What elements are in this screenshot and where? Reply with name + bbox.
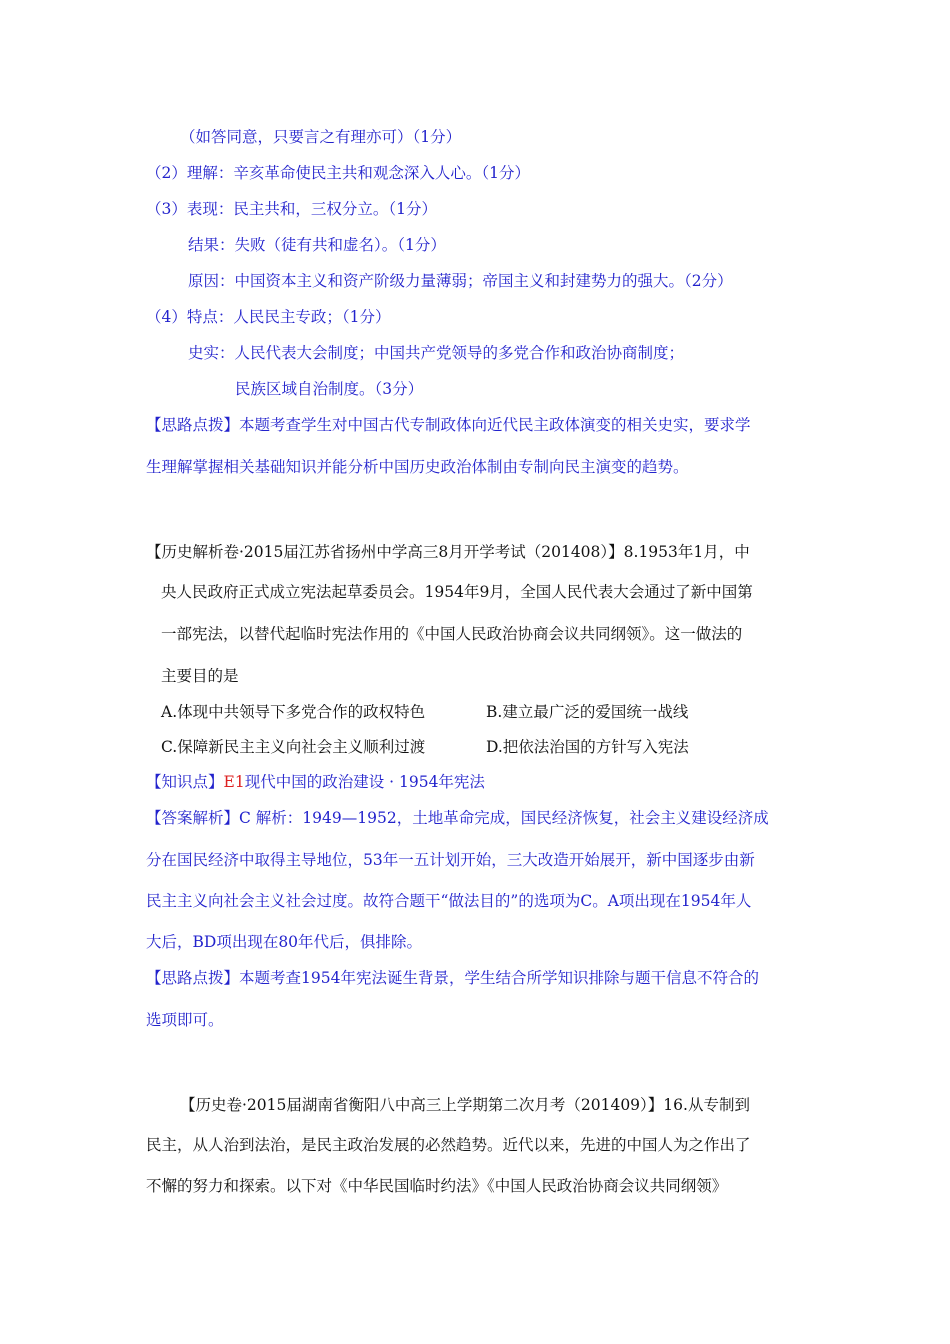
knowledge-tag: 【知识点】	[146, 773, 224, 791]
answer-line: （如答同意，只要言之有理亦可）（1分）	[180, 128, 462, 146]
thinking-text: 本题考查学生对中国古代专制政体向近代民主政体演变的相关史实，要求学	[239, 416, 751, 434]
thinking-paragraph	[146, 968, 759, 988]
question-stem-line: 不懈的努力和探索。以下对《中华民国临时约法》《中国人民政治协商会议共同纲领》	[146, 1177, 728, 1195]
answer-text: 分在国民经济中取得主导地位，53年一五计划开始，三大改造开始展开，新中国逐步由新	[146, 851, 755, 869]
thinking-text: 选项即可。	[146, 1011, 224, 1029]
knowledge-text: 现代中国的政治建设 · 1954年宪法	[244, 773, 485, 791]
answer-line: 民族区域自治制度。（3分）	[235, 380, 424, 398]
question-stem-line: 一部宪法，以替代起临时宪法作用的《中国人民政治协商会议共同纲领》。这一做法的	[161, 625, 743, 643]
knowledge-point	[146, 772, 485, 792]
question-stem-line: 【历史卷·2015届湖南省衡阳八中高三上学期第二次月考（201409）】16.从专制到	[180, 1096, 750, 1114]
answer-line: （3）表现：民主共和，三权分立。（1分）	[146, 200, 437, 218]
thinking-paragraph	[146, 415, 751, 435]
question-stem-line: 民主，从人治到法治，是民主政治发展的必然趋势。近代以来，先进的中国人为之作出了	[146, 1136, 751, 1154]
answer-tag: 【答案解析】	[146, 809, 240, 827]
question-stem-line: 主要目的是	[161, 667, 239, 685]
question-stem-line: 央人民政府正式成立宪法起草委员会。1954年9月，全国人民代表大会通过了新中国第	[161, 583, 753, 601]
answer-line: 原因：中国资本主义和资产阶级力量薄弱；帝国主义和封建势力的强大。（2分）	[188, 272, 733, 290]
thinking-tag: 【思路点拨】	[146, 416, 240, 434]
answer-line: 史实：人民代表大会制度；中国共产党领导的多党合作和政治协商制度；	[188, 344, 685, 362]
option-b: B.建立最广泛的爱国统一战线	[486, 703, 689, 721]
thinking-tag: 【思路点拨】	[146, 969, 240, 987]
answer-text: C 解析：1949—1952，土地革命完成，国民经济恢复，社会主义建设经济成	[239, 809, 769, 827]
answer-line: （2）理解：辛亥革命使民主共和观念深入人心。（1分）	[146, 164, 530, 182]
knowledge-code: E1	[223, 773, 245, 791]
thinking-text: 生理解掌握相关基础知识并能分析中国历史政治体制由专制向民主演变的趋势。	[146, 458, 689, 476]
option-a: A.体现中共领导下多党合作的政权特色	[161, 703, 426, 721]
answer-line: （4）特点：人民民主专政；（1分）	[146, 308, 391, 326]
question-stem-line: 【历史解析卷·2015届江苏省扬州中学高三8月开学考试（201408）】8.1953年1月，中	[146, 543, 750, 561]
answer-text: 民主主义向社会主义社会过度。故符合题干“做法目的”的选项为C。A项出现在1954年人	[146, 892, 752, 910]
answer-analysis	[146, 808, 769, 828]
option-d: D.把依法治国的方针写入宪法	[486, 738, 689, 756]
answer-text: 大后，BD项出现在80年代后，俱排除。	[146, 933, 423, 951]
option-c: C.保障新民主主义向社会主义顺利过渡	[161, 738, 426, 756]
answer-line: 结果：失败（徒有共和虚名）。（1分）	[188, 236, 446, 254]
thinking-text: 本题考查1954年宪法诞生背景，学生结合所学知识排除与题干信息不符合的	[239, 969, 759, 987]
